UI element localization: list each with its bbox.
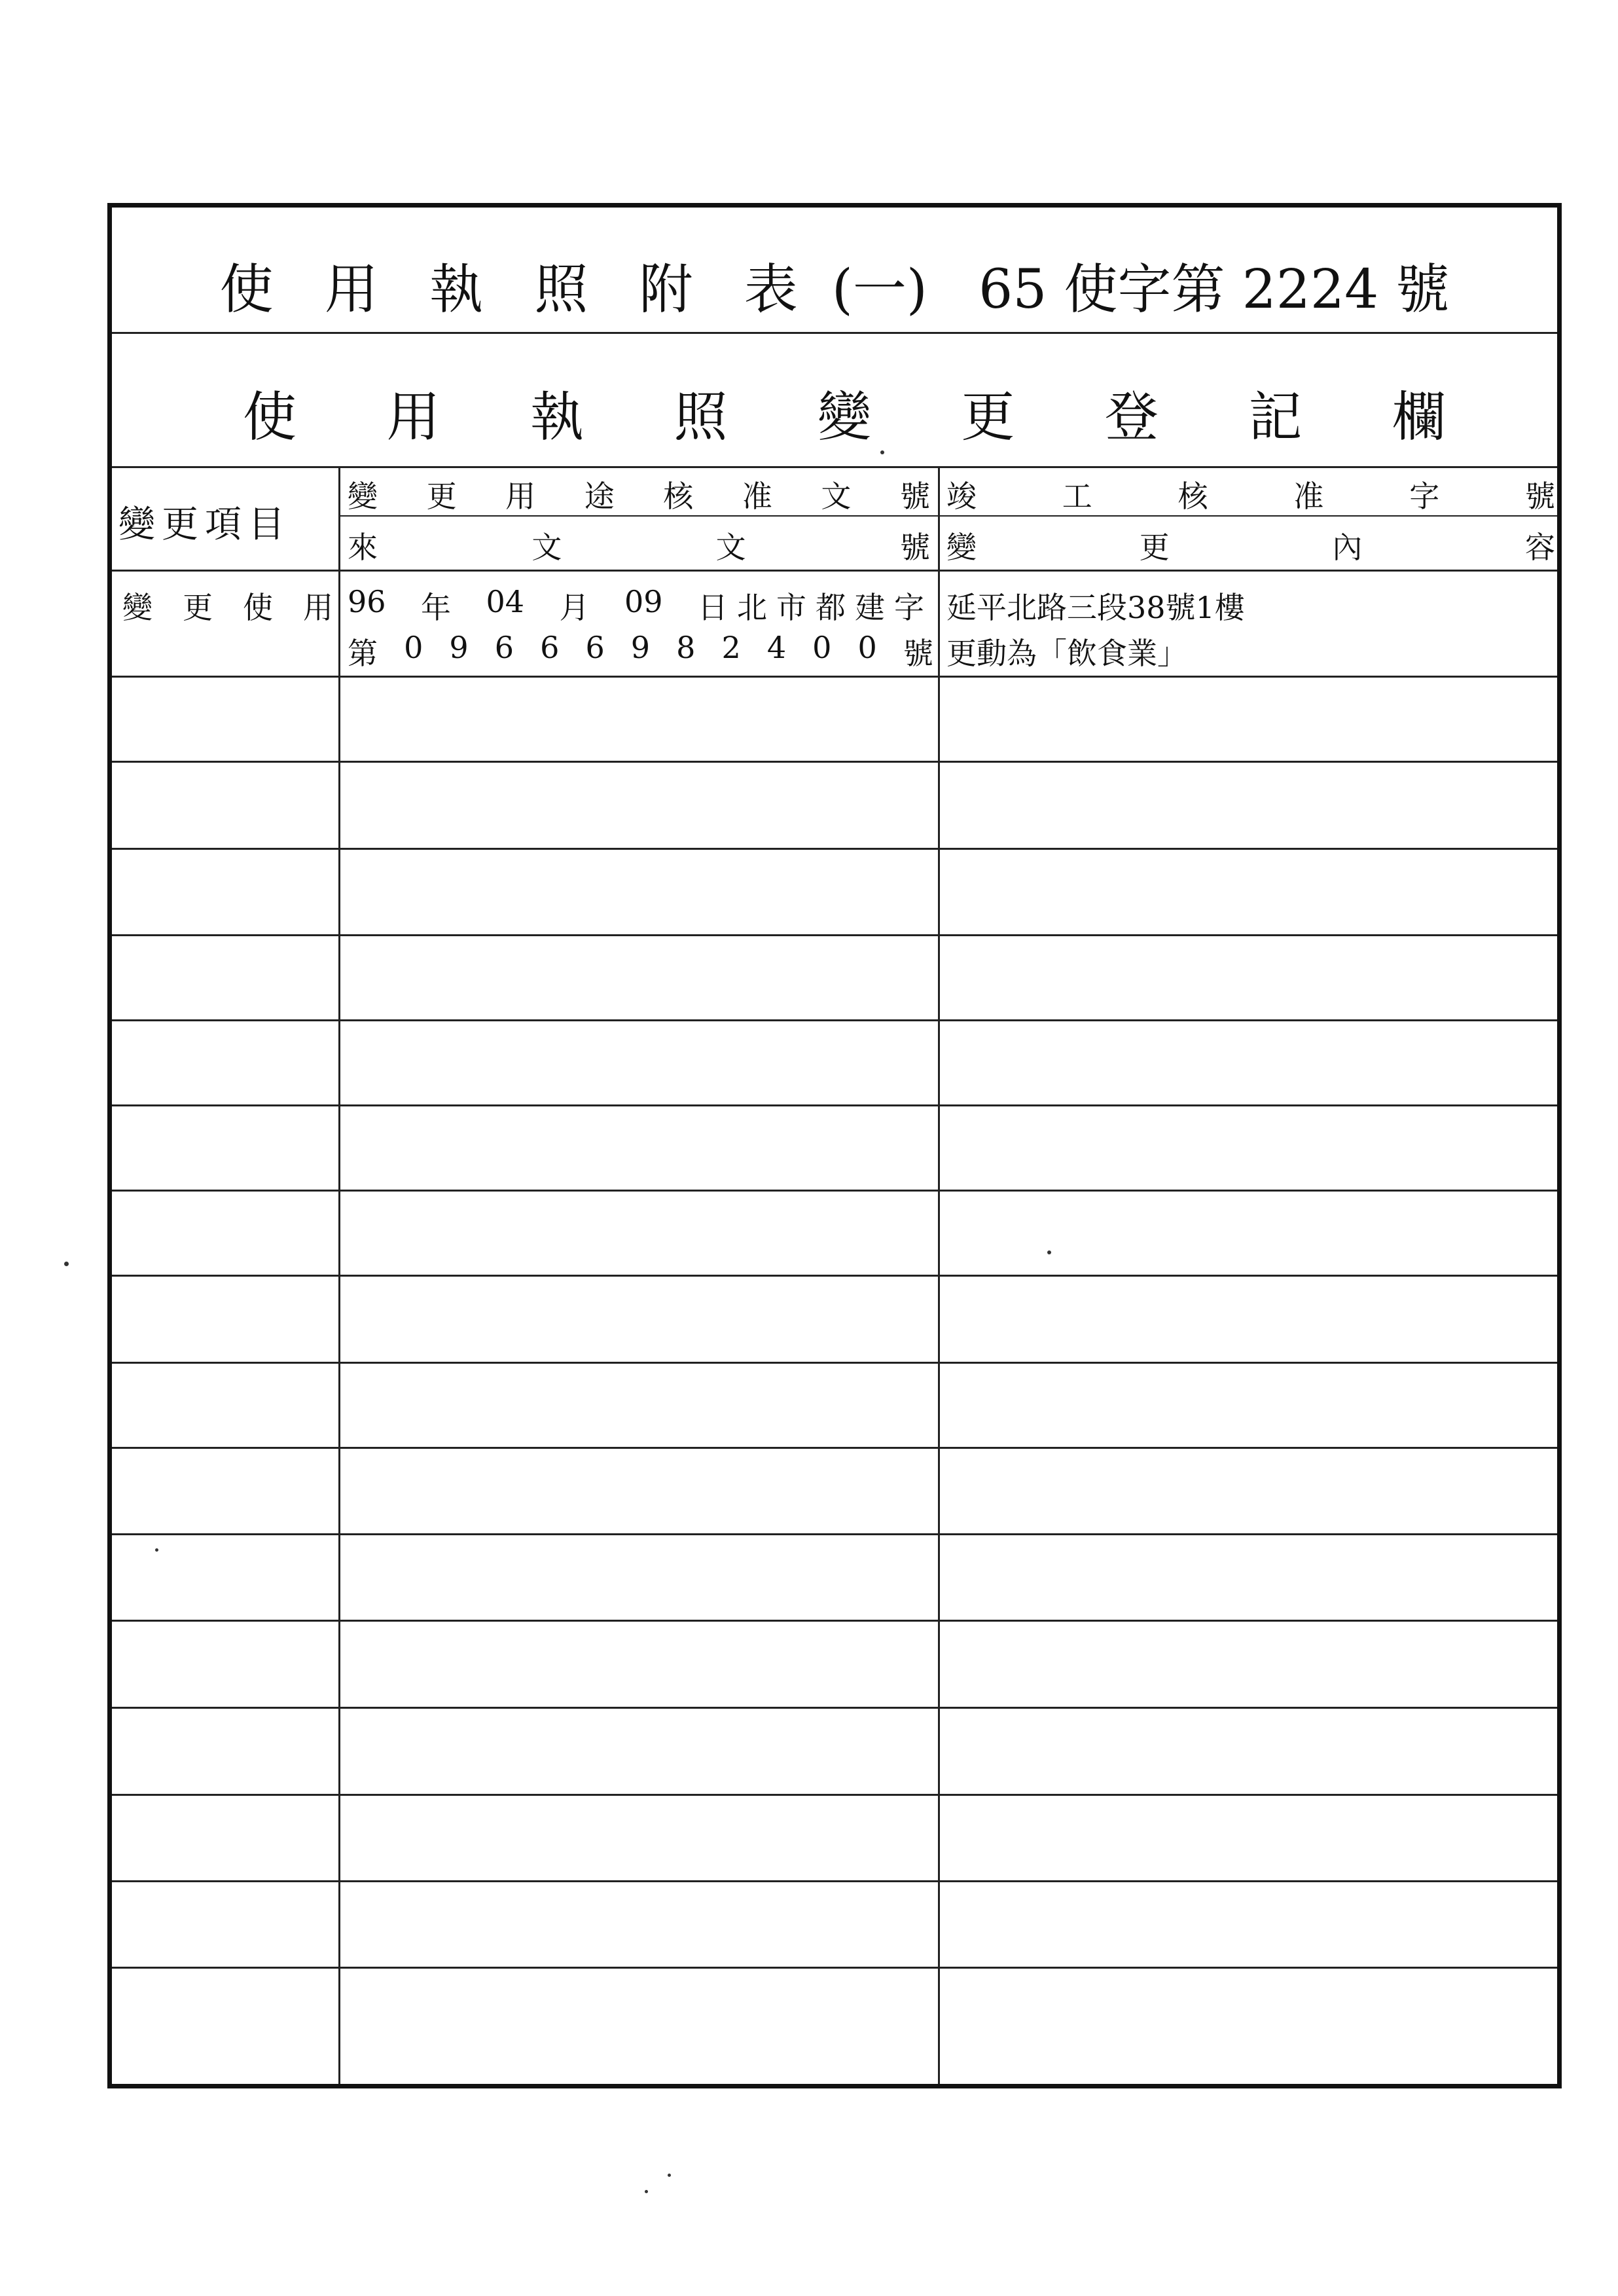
header-char: 文	[821, 479, 852, 514]
entry-content-line-2: 更動為「飲食業」	[946, 636, 1187, 671]
row-divider	[112, 1104, 1557, 1106]
entry-item	[122, 584, 333, 627]
header-char: 准	[742, 479, 772, 514]
title-char: 照	[534, 259, 588, 321]
permit-number: 65 使字第 2224 號	[979, 259, 1450, 321]
entry-char: 0	[812, 630, 832, 665]
scan-speck	[1047, 1250, 1051, 1254]
header-char: 竣	[946, 479, 977, 514]
row-divider	[112, 1794, 1557, 1796]
row-divider	[112, 1362, 1557, 1364]
divider	[112, 332, 1557, 334]
entry-char: 月	[559, 590, 590, 625]
entry-doc-line-1	[348, 584, 933, 627]
header-char: 容	[1524, 530, 1555, 565]
row-divider	[112, 1275, 1557, 1277]
row-divider	[112, 1019, 1557, 1021]
header-char: 工	[1062, 479, 1092, 514]
section-title-char: 更	[961, 386, 1015, 448]
entry-char: 96	[348, 584, 386, 619]
section-title-char: 照	[674, 386, 728, 448]
title-char: 附	[639, 259, 693, 321]
entry-char: 用	[303, 590, 333, 625]
divider	[338, 515, 1557, 517]
entry-char: 號	[903, 636, 933, 671]
entry-char: 年	[421, 590, 452, 625]
section-title-char: 用	[386, 386, 440, 448]
scan-speck	[880, 450, 884, 454]
entry-char: 8	[676, 630, 696, 665]
entry-char: 0	[404, 630, 423, 665]
header-char: 變	[946, 530, 977, 565]
entry-char: 日北市都建字	[697, 590, 933, 625]
row-divider	[112, 1620, 1557, 1622]
row-divider	[112, 676, 1557, 678]
scan-speck	[64, 1262, 69, 1266]
row-divider	[112, 1447, 1557, 1449]
title-char: 表	[744, 259, 798, 321]
header-approval-doc-no	[348, 473, 930, 516]
title-char: 執	[429, 259, 484, 321]
entry-char: 0	[857, 630, 877, 665]
header-char: 來	[348, 530, 378, 565]
permit-form-table	[107, 203, 1562, 2088]
title-char: 使	[219, 259, 274, 321]
row-divider	[112, 1533, 1557, 1535]
row-divider	[112, 761, 1557, 763]
header-completion-no	[946, 473, 1555, 516]
scan-speck	[645, 2190, 648, 2193]
section-title-char: 使	[243, 386, 297, 448]
header-incoming-doc-no	[348, 524, 930, 567]
entry-char: 6	[540, 630, 560, 665]
entry-char: 4	[766, 630, 787, 665]
header-char: 號	[899, 530, 930, 565]
header-char: 內	[1332, 530, 1363, 565]
header-char: 核	[1178, 479, 1208, 514]
header-char: 更	[426, 479, 457, 514]
section-title-char: 記	[1248, 386, 1303, 448]
form-title	[112, 247, 1557, 323]
entry-char: 2	[721, 630, 741, 665]
row-divider	[112, 1707, 1557, 1709]
header-change-content	[946, 524, 1555, 567]
title-char: (一)	[831, 259, 927, 321]
entry-char: 6	[585, 630, 605, 665]
entry-char: 04	[486, 584, 525, 619]
entry-char: 9	[630, 630, 651, 665]
header-char: 字	[1409, 479, 1440, 514]
entry-char: 6	[494, 630, 514, 665]
header-char: 更	[1139, 530, 1170, 565]
header-item-label: 變更項目	[118, 503, 291, 546]
scan-speck	[155, 1548, 158, 1552]
header-char: 途	[584, 479, 615, 514]
header-char: 號	[1524, 479, 1555, 514]
divider	[112, 570, 1557, 572]
entry-content-line-1: 延平北路三段38號1樓	[946, 590, 1245, 625]
entry-char: 09	[624, 584, 663, 619]
row-divider	[112, 934, 1557, 936]
entry-char: 更	[183, 590, 213, 625]
entry-char: 9	[449, 630, 469, 665]
entry-doc-line-2	[348, 630, 933, 673]
section-title-char: 執	[530, 386, 584, 448]
row-divider	[112, 1190, 1557, 1192]
section-title	[112, 374, 1557, 451]
section-title-char: 變	[817, 386, 871, 448]
section-title-char: 欄	[1392, 386, 1446, 448]
entry-char: 第	[348, 636, 378, 671]
header-char: 核	[663, 479, 694, 514]
header-char: 號	[899, 479, 930, 514]
header-char: 文	[715, 530, 746, 565]
entry-char: 變	[122, 590, 153, 625]
scan-speck	[668, 2174, 671, 2177]
row-divider	[112, 1880, 1557, 1882]
entry-char: 使	[243, 590, 273, 625]
title-char: 用	[324, 259, 378, 321]
row-divider	[112, 1967, 1557, 1969]
row-divider	[112, 848, 1557, 850]
header-char: 用	[505, 479, 536, 514]
section-title-char: 登	[1104, 386, 1159, 448]
divider	[112, 466, 1557, 468]
header-char: 准	[1293, 479, 1324, 514]
header-char: 變	[348, 479, 378, 514]
header-char: 文	[531, 530, 562, 565]
